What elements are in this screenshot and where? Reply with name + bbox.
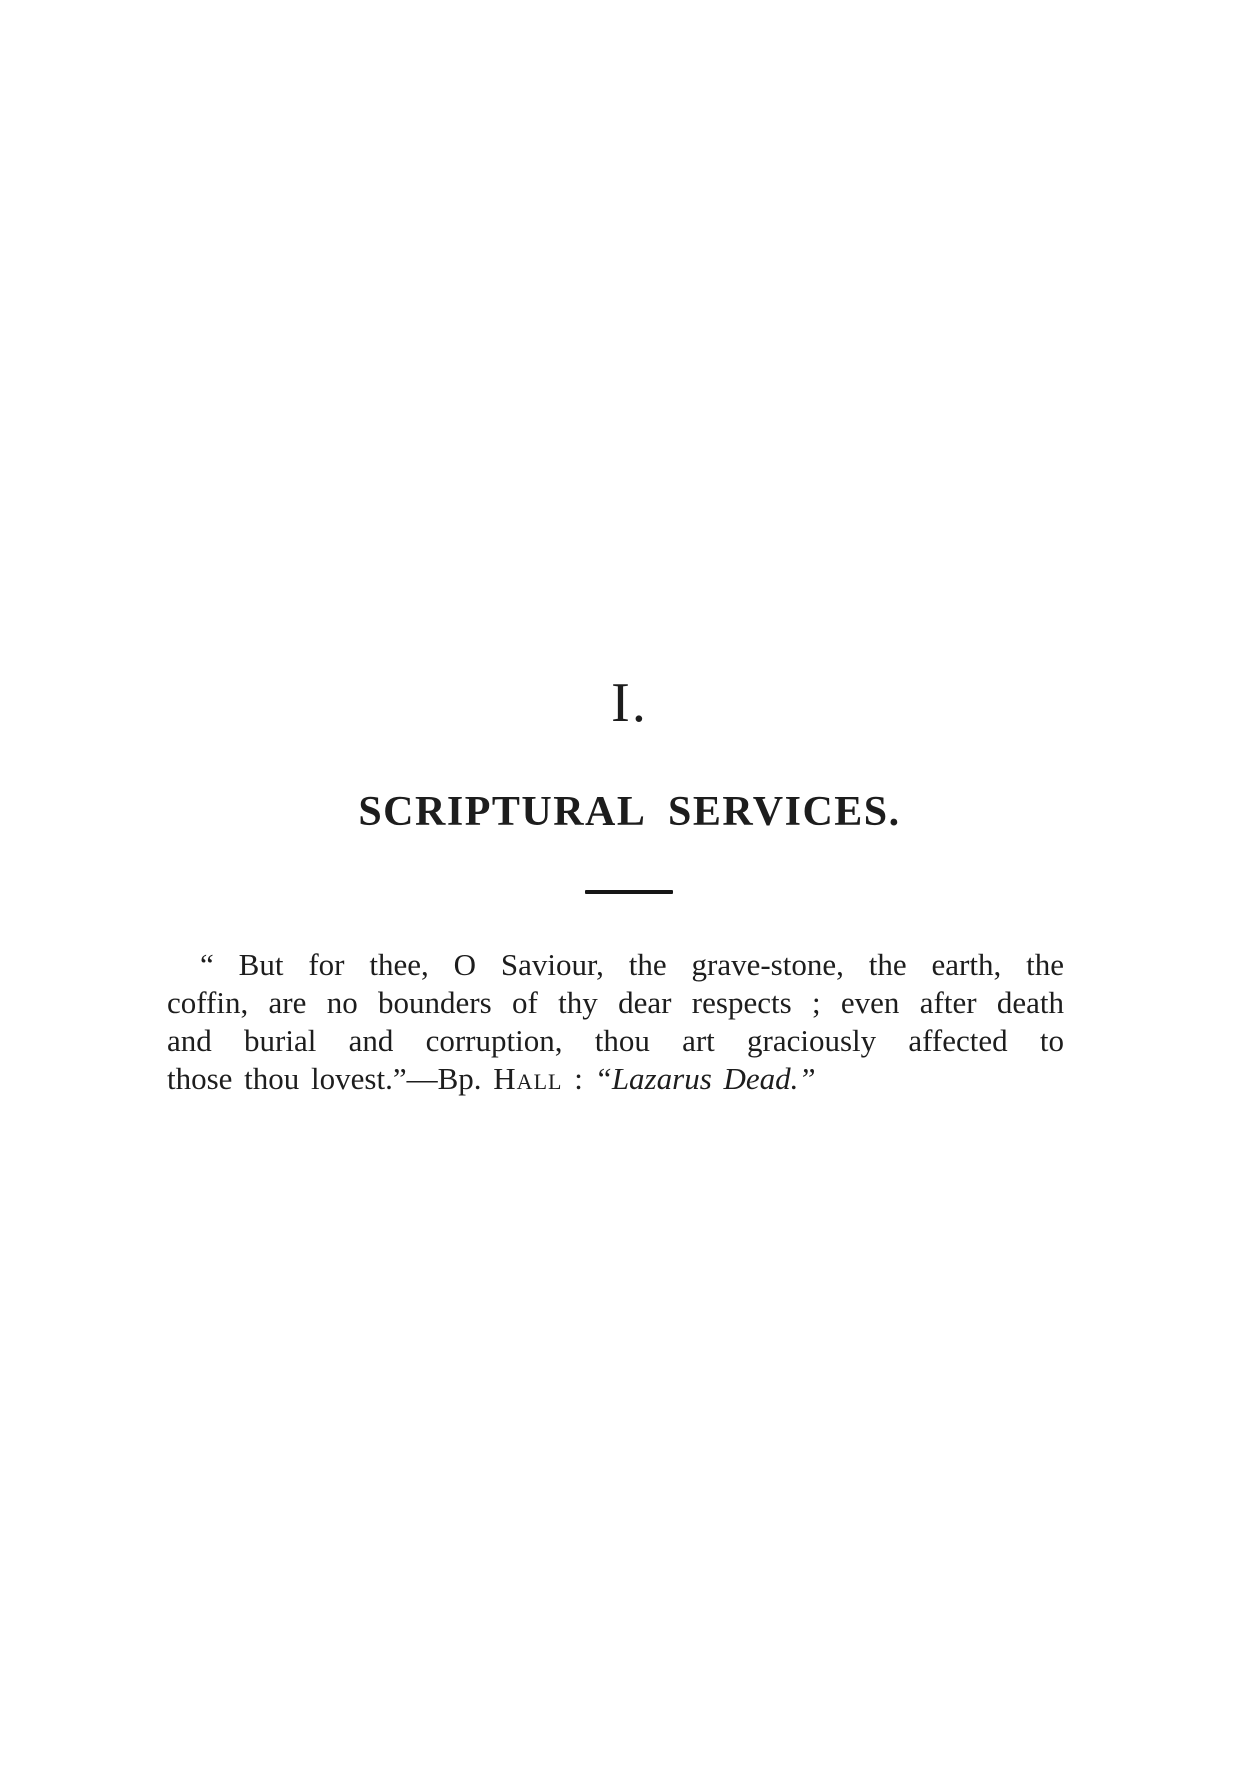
quote-line-2: coffin, are no bounders of thy dear respects ; even after death <box>167 985 1064 1020</box>
section-number: I. <box>611 672 648 734</box>
quote-line-3: and burial and corruption, thou art graciously affected to <box>167 1023 1064 1058</box>
attribution-name: Hall <box>493 1061 563 1096</box>
decorative-rule <box>585 890 673 894</box>
attribution-separator: : <box>562 1061 595 1096</box>
quote-line-4 <box>167 1060 1064 1098</box>
chapter-heading: SCRIPTURAL SERVICES. <box>358 789 901 835</box>
quote-line-4-text: those thou lovest.”—Bp. <box>167 1061 494 1096</box>
quote-line-1: “ But for thee, O Saviour, the grave-stone, the earth, the <box>200 947 1064 982</box>
work-title: “Lazarus Dead.” <box>594 1061 816 1096</box>
epigraph-quote <box>167 946 1064 1098</box>
